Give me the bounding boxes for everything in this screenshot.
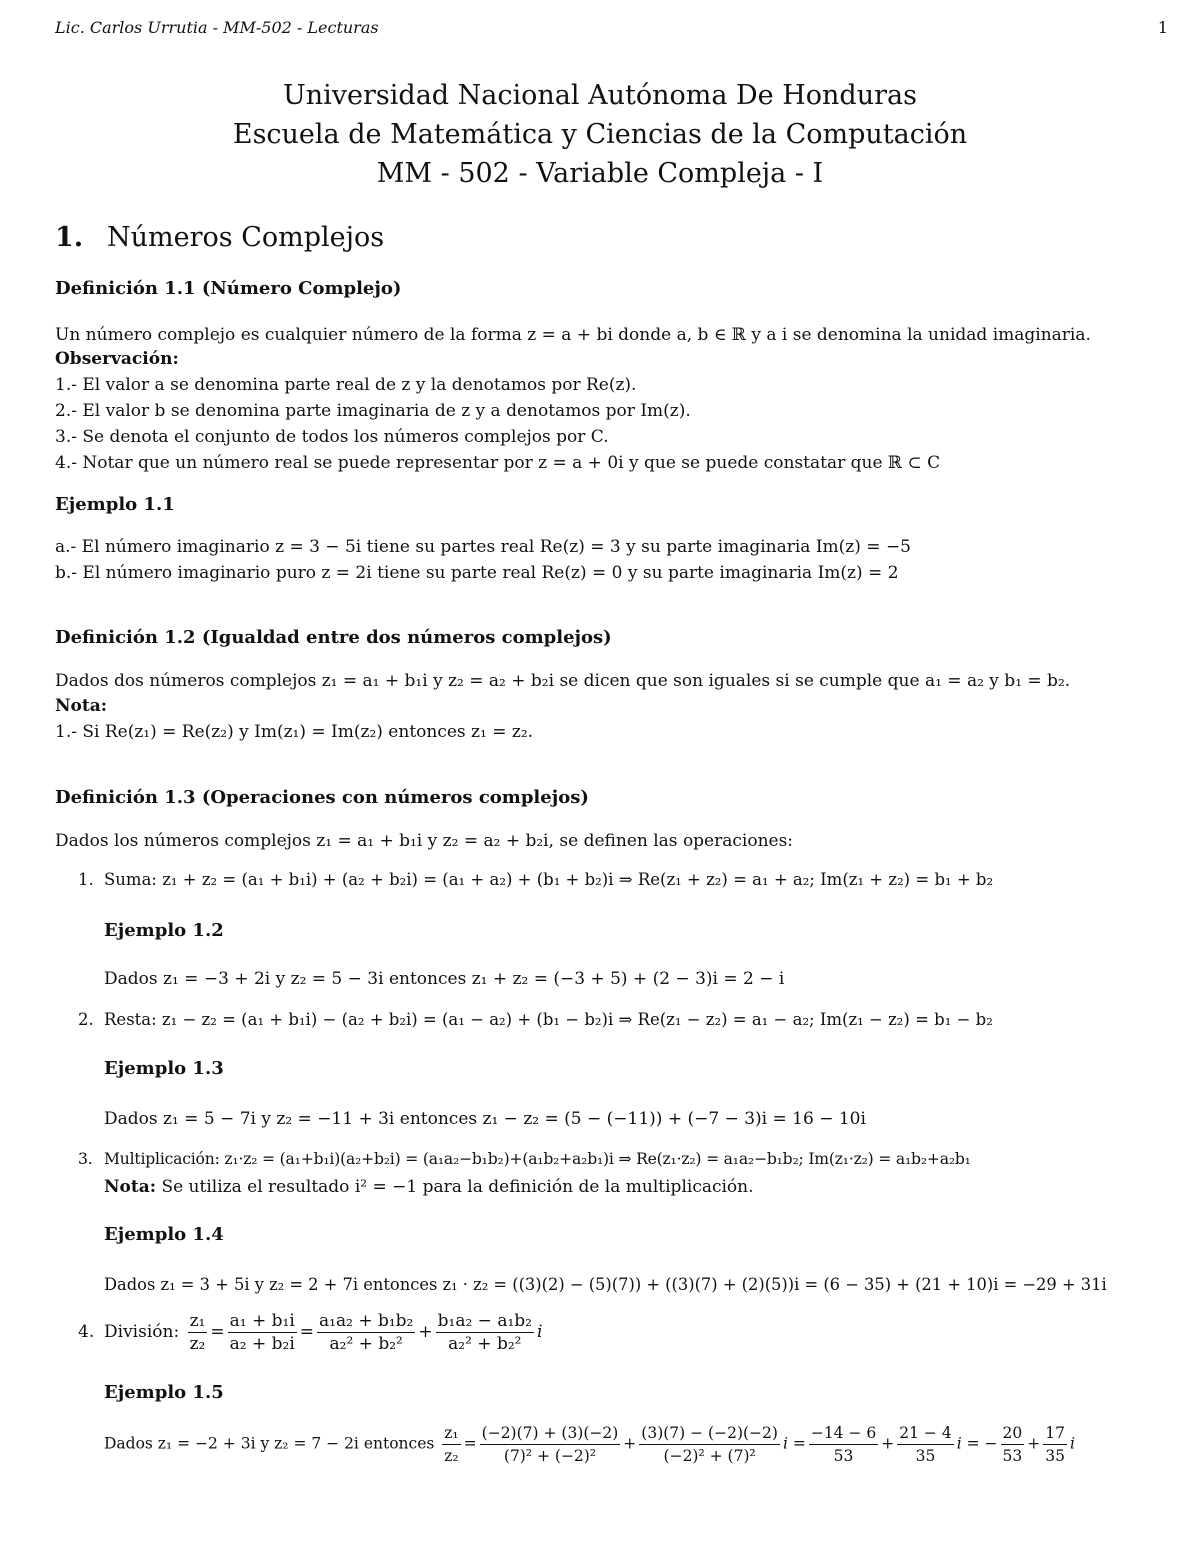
ej-1-5-prefix: Dados z₁ = −2 + 3i y z₂ = 7 − 2i entonces [104,1434,435,1453]
ej-1-2-text: Dados z₁ = −3 + 2i y z₂ = 5 − 3i entonces z₁ + z₂ = (−3 + 5) + (2 − 3)i = 2 − i [104,969,785,989]
ej-1-5-frac-1: $\frac{\text{z₁}}{\text{z₂}}$ [444,1424,459,1465]
obs-item-3: 3.- Se denota el conjunto de todos los números complejos por C. [55,427,609,447]
mult-nota-label: Nota: [104,1177,157,1197]
ej-1-4-heading: Ejemplo 1.4 [104,1224,224,1245]
mult-nota-text: Se utiliza el resultado i² = −1 para la definición de la multiplicación. [161,1177,754,1197]
title-line-course: MM - 502 - Variable Compleja - I [376,158,824,189]
div-frac-3: $\frac{\text{a₁a₂ + b₁b₂}}{\text{a₂² + b₂²}}$ [319,1311,414,1354]
ej-1-5-frac-6: $\frac{20}{53}$ [1002,1424,1023,1465]
obs-item-1: 1.- El valor a se denomina parte real de z y la denotamos por Re(z). [55,375,637,395]
ej-1-5-frac-3: $\frac{(3)(7) - (-2)(-2)}{\text{(−2)² + (7)²}}$ [641,1424,778,1465]
running-header [55,18,1168,37]
def-1-2-nota-label: Nota: [55,696,108,716]
ej-1-1-line-b: b.- El número imaginario puro z = 2i tiene su parte real Re(z) = 0 y su parte imaginaria Im(z) = 2 [55,563,899,583]
section-title: Números Complejos [107,222,385,253]
def-1-1-text: Un número complejo es cualquier número de la forma z = a + bi donde a, b ∈ ℝ y a i se denomina la unidad imaginaria. [55,325,1091,345]
div-frac-2: $\frac{\text{a₁ + b₁i}}{\text{a₂ + b₂i}}$ [229,1311,295,1354]
obs-item-2: 2.- El valor b se denomina parte imaginaria de z y a denotamos por Im(z). [55,401,691,421]
div-frac-4: $\frac{\text{b₁a₂ − a₁b₂}}{\text{a₂² + b₂²}}$ [437,1311,532,1354]
ej-1-5-frac-4: $\frac{-14 - 6}{53}$ [810,1424,877,1465]
def-1-3-heading: Definición 1.3 (Operaciones con números complejos) [55,787,589,808]
op-multiplicacion: 3. Multiplicación: z₁·z₂ = (a₁+b₁i)(a₂+b₂i) = (a₁a₂−b₁b₂)+(a₁b₂+a₂b₁)i ⇒ Re(z₁·z₂) = a₁a₂−b₁b₂; Im(z₁·z₂) = a₁b₂+a₂b₁ [78,1150,971,1168]
ej-1-3-text: Dados z₁ = 5 − 7i y z₂ = −11 + 3i entonces z₁ − z₂ = (5 − (−11)) + (−7 − 3)i = 16 − 10i [104,1109,866,1129]
section-heading [55,222,384,253]
ej-1-4-text: Dados z₁ = 3 + 5i y z₂ = 2 + 7i entonces z₁ · z₂ = ((3)(2) − (5)(7)) + ((3)(7) + (2)(5))i = (6 − 35) + (21 + 10)i = −29 + 31i [104,1275,1107,1294]
document-title [0,76,1200,193]
ej-1-3-heading: Ejemplo 1.3 [104,1058,224,1079]
obs-label: Observación: [55,349,179,369]
obs-item-4: 4.- Notar que un número real se puede representar por z = a + 0i y que se puede constatar que ℝ ⊂ C [55,453,941,473]
def-1-2-nota: 1.- Si Re(z₁) = Re(z₂) y Im(z₁) = Im(z₂) entonces z₁ = z₂. [55,722,534,742]
op-suma: 1. Suma: z₁ + z₂ = (a₁ + b₁i) + (a₂ + b₂i) = (a₁ + a₂) + (b₁ + b₂)i ⇒ Re(z₁ + z₂) = a₁ + a₂; Im(z₁ + z₂) = b₁ + b₂ [78,870,994,889]
mult-nota [104,1174,754,1200]
section-number: 1. [55,222,84,253]
def-1-2-text: Dados dos números complejos z₁ = a₁ + b₁i y z₂ = a₂ + b₂i se dicen que son iguales si se cumple que a₁ = a₂ y b₁ = b₂. [55,671,1071,691]
ej-1-5-heading: Ejemplo 1.5 [104,1382,224,1403]
ej-1-5-frac-2: $\frac{(-2)(7) + (3)(-2)}{\text{(7)² + (−2)²}}$ [481,1424,619,1465]
ej-1-5-frac-7: $\frac{17}{35}$ [1045,1424,1065,1465]
def-1-1-heading: Definición 1.1 (Número Complejo) [55,278,402,299]
title-line-school: Escuela de Matemática y Ciencias de la Computación [232,119,968,150]
div-label: División: [104,1322,180,1342]
title-line-university: Universidad Nacional Autónoma De Honduras [283,80,917,111]
ej-1-1-line-a: a.- El número imaginario z = 3 − 5i tiene su partes real Re(z) = 3 y su parte imaginaria Im(z) = −5 [55,537,912,557]
ej-1-5-text: Dados z₁ = −2 + 3i y z₂ = 7 − 2i entonces $\frac{\text{z₁}}{\text{z₂}}$ = $\frac{(-2)(7) + (3)(-2)}{\text{(7)² + (−2)²}}$ + $\frac{(3)(7) - (-2)(-2)}{\text{(−2)² + (7)²}}$ i = $\frac{-14 - 6}{53}$ + $\frac{21 - 4}{35}$ i = − $\frac{20}{53}$ + $\frac{17}{35}$ i [104,1424,1075,1465]
op-division: 4. División: $\frac{\text{z₁}}{\text{z₂}}$ = $\frac{\text{a₁ + b₁i}}{\text{a₂ + b₂i}}$ = $\frac{\text{a₁a₂ + b₁b₂}}{\text{a₂² + b₂²}}$ + $\frac{\text{b₁a₂ − a₁b₂}}{\text{a₂² + b₂²}}$ i [78,1311,543,1354]
def-1-2-heading: Definición 1.2 (Igualdad entre dos números complejos) [55,627,612,648]
div-frac-1: $\frac{\text{z₁}}{\text{z₂}}$ [189,1311,206,1354]
running-title: Lic. Carlos Urrutia - MM-502 - Lecturas [55,18,379,37]
page-number: 1 [1157,18,1168,37]
op-resta: 2. Resta: z₁ − z₂ = (a₁ + b₁i) − (a₂ + b₂i) = (a₁ − a₂) + (b₁ − b₂)i ⇒ Re(z₁ − z₂) = a₁ − a₂; Im(z₁ − z₂) = b₁ − b₂ [78,1010,993,1029]
ej-1-5-frac-5: $\frac{21 - 4}{35}$ [899,1424,952,1465]
def-1-3-text: Dados los números complejos z₁ = a₁ + b₁i y z₂ = a₂ + b₂i, se definen las operaciones: [55,831,794,851]
ej-1-2-heading: Ejemplo 1.2 [104,920,224,941]
ej-1-1-heading: Ejemplo 1.1 [55,494,175,515]
